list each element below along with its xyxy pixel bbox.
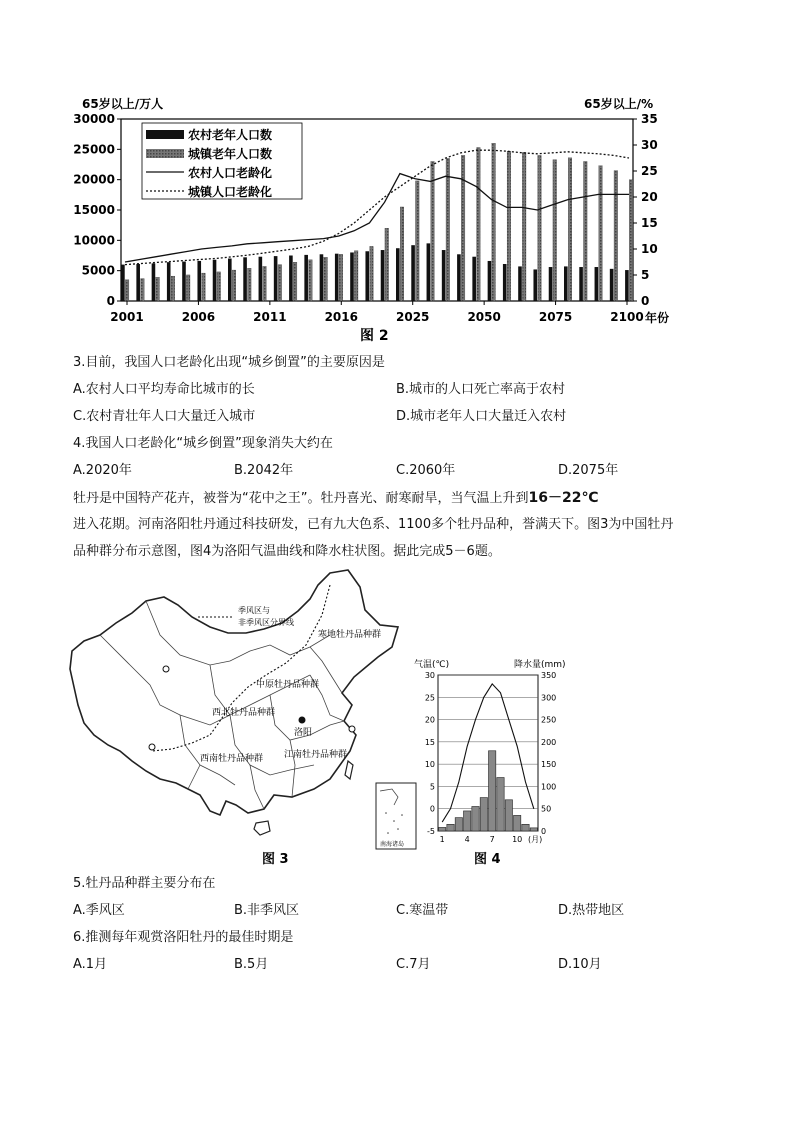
- q3-option-d[interactable]: D.城市老年人口大量迁入农村: [396, 409, 567, 424]
- left-tick-label: 15000: [73, 203, 115, 217]
- legend-urban-count-swatch: [146, 149, 184, 158]
- x-tick-label: 2100: [610, 310, 644, 324]
- urban-count-bar: [217, 272, 221, 301]
- precip-bar: [455, 818, 462, 831]
- q3-option-a[interactable]: A.农村人口平均寿命比城市的长: [73, 382, 255, 397]
- urban-count-bar: [599, 166, 603, 301]
- precip-bar: [439, 827, 446, 831]
- fig3-inset-label: 南海诸岛: [380, 841, 405, 848]
- rural-count-bar: [625, 270, 629, 301]
- q5-option-d[interactable]: D.热带地区: [558, 903, 625, 918]
- urban-count-bar: [507, 151, 511, 301]
- fig4-precip-tick: 250: [541, 715, 557, 725]
- urban-count-bar: [141, 279, 145, 301]
- rural-count-bar: [350, 252, 354, 301]
- group-hanjin: 寒地牡丹品种群: [318, 630, 382, 640]
- fig4-temp-title: 气温(℃): [414, 660, 450, 670]
- right-tick-label: 0: [641, 294, 650, 308]
- right-tick-label: 15: [641, 216, 658, 230]
- rural-count-bar: [197, 261, 201, 301]
- figure-2: [0, 0, 794, 345]
- urban-count-bar: [538, 155, 542, 301]
- x-tick-label: 2006: [181, 310, 216, 324]
- fig2-caption: 图 2: [360, 328, 389, 344]
- rural-count-bar: [213, 260, 217, 301]
- urban-count-bar: [492, 143, 496, 301]
- rural-count-bar: [381, 250, 385, 301]
- city-marker-3: [349, 726, 355, 732]
- precip-bar: [447, 824, 454, 831]
- x-tick-label: 2075: [538, 310, 573, 324]
- left-tick-label: 10000: [73, 233, 115, 248]
- fig2-left-axis-title: 65岁以上/万人: [82, 97, 164, 111]
- rural-count-bar: [228, 259, 232, 301]
- passage-line-3: 品种群分布示意图，图4为洛阳气温曲线和降水柱状图。据此完成5－6题。: [73, 544, 501, 559]
- fig4-caption: 图 4: [474, 852, 501, 867]
- fig3-caption: 图 3: [262, 852, 289, 867]
- rural-count-bar: [442, 250, 446, 301]
- city-marker-2: [163, 666, 169, 672]
- legend-urban-aging: 城镇人口老龄化: [188, 185, 273, 199]
- fig4-temp-tick: -5: [427, 827, 435, 836]
- fig4-frame: [438, 675, 538, 831]
- rural-count-bar: [320, 254, 324, 301]
- fig4-month-tick: 7: [489, 835, 495, 844]
- urban-count-bar: [431, 161, 435, 301]
- rural-count-bar: [274, 256, 278, 301]
- right-tick-label: 20: [641, 190, 658, 204]
- urban-count-bar: [278, 265, 282, 301]
- luoyang-label: 洛阳: [294, 728, 313, 738]
- luoyang-marker: [299, 717, 306, 724]
- taiwan-island: [345, 761, 353, 779]
- fig4-month-tick: 10: [512, 835, 523, 844]
- q6-option-b[interactable]: B.5月: [234, 957, 269, 972]
- q5-option-a[interactable]: A.季风区: [73, 903, 125, 918]
- urban-count-bar: [614, 171, 618, 301]
- x-tick-label: 2025: [396, 310, 430, 324]
- x-tick-label: 2001: [110, 310, 144, 324]
- fig2-x-unit: 年份: [645, 311, 670, 325]
- rural-count-bar: [549, 267, 553, 301]
- right-tick-label: 5: [641, 268, 650, 282]
- legend-rural-count-swatch: [146, 130, 184, 139]
- urban-count-bar: [232, 270, 236, 301]
- urban-count-bar: [186, 275, 190, 301]
- left-tick-label: 20000: [73, 172, 115, 187]
- fig4-precip-tick: 0: [541, 827, 547, 836]
- legend-urban-count: 城镇老年人口数: [188, 147, 273, 161]
- rural-count-bar: [243, 257, 247, 301]
- fig4-temp-tick: 5: [429, 782, 435, 792]
- urban-count-bar: [354, 251, 358, 301]
- fig4-temp-tick: 25: [424, 693, 435, 703]
- q3-stem: 3.目前，我国人口老龄化出现“城乡倒置”的主要原因是: [73, 355, 385, 370]
- q4-stem: 4.我国人口老龄化“城乡倒置”现象消失大约在: [73, 436, 333, 451]
- urban-count-bar: [156, 277, 160, 301]
- q3-option-b[interactable]: B.城市的人口死亡率高于农村: [396, 382, 566, 397]
- rural-count-bar: [136, 264, 140, 301]
- rural-count-bar: [518, 266, 522, 301]
- q4-option-c[interactable]: C.2060年: [396, 463, 456, 478]
- left-tick-label: 5000: [81, 263, 115, 278]
- legend-rural-count: 农村老年人口数: [188, 128, 273, 142]
- temp-curve: [442, 684, 534, 822]
- hainan-island: [254, 821, 270, 835]
- fig4-precip-tick: 100: [541, 782, 557, 792]
- rural-count-bar: [152, 263, 156, 301]
- fig4-precip-tick: 350: [541, 671, 557, 680]
- urban-count-bar: [385, 228, 389, 301]
- q5-option-b[interactable]: B.非季风区: [234, 903, 300, 918]
- urban-count-bar: [553, 160, 557, 301]
- urban-count-bar: [461, 155, 465, 301]
- rural-count-bar: [579, 267, 583, 301]
- fig3-legend-line1: 季风区与: [238, 606, 270, 615]
- urban-count-bar: [339, 254, 343, 301]
- precip-bar: [505, 800, 512, 831]
- urban-count-bar: [446, 158, 450, 301]
- passage-line-1: [73, 489, 598, 508]
- group-zhongyuan: 中原牡丹品种群: [256, 680, 320, 690]
- q4-option-a[interactable]: A.2020年: [73, 463, 132, 478]
- fig4-precip-tick: 200: [541, 737, 557, 747]
- rural-count-bar: [121, 265, 125, 301]
- rural-count-bar: [488, 261, 492, 301]
- urban-count-bar: [415, 181, 419, 301]
- rural-count-bar: [259, 257, 263, 301]
- q5-option-c[interactable]: C.寒温带: [396, 903, 449, 918]
- urban-count-bar: [629, 180, 633, 301]
- rural-count-bar: [457, 254, 461, 301]
- urban-count-bar: [522, 152, 526, 301]
- group-xibei: 西北牡丹品种群: [212, 708, 276, 718]
- right-tick-label: 35: [641, 112, 658, 126]
- passage-temp-range: 16－22℃: [528, 490, 599, 506]
- right-tick-label: 30: [641, 138, 658, 152]
- urban-count-bar: [400, 207, 404, 301]
- group-jiangnan: 江南牡丹品种群: [284, 750, 348, 760]
- fig4-precip-tick: 300: [541, 693, 557, 703]
- x-tick-label: 2016: [324, 310, 358, 324]
- left-tick-label: 0: [106, 294, 115, 308]
- urban-count-bar: [583, 161, 587, 301]
- fig4-temp-tick: 0: [429, 804, 435, 814]
- rural-count-bar: [472, 257, 476, 301]
- urban-count-bar: [370, 246, 374, 301]
- x-tick-label: 2050: [467, 310, 501, 324]
- figure-4: [410, 655, 580, 870]
- q4-option-d[interactable]: D.2075年: [558, 463, 619, 478]
- fig4-month-tick: 1: [439, 835, 445, 844]
- figure-3: [60, 565, 430, 870]
- rural-count-bar: [610, 269, 614, 301]
- urban-count-bar: [202, 273, 206, 301]
- q6-option-a[interactable]: A.1月: [73, 957, 108, 972]
- urban-count-bar: [477, 148, 481, 301]
- city-marker-1: [149, 744, 155, 750]
- rural-count-bar: [289, 256, 293, 302]
- precip-bar: [530, 828, 537, 831]
- precip-bar: [480, 798, 487, 831]
- fig4-temp-tick: 15: [424, 737, 435, 747]
- urban-count-bar: [263, 266, 267, 301]
- q6-option-d[interactable]: D.10月: [558, 957, 602, 972]
- rural-count-bar: [167, 262, 171, 301]
- rural-count-bar: [595, 267, 599, 301]
- rural-count-bar: [503, 264, 507, 301]
- x-tick-label: 2011: [253, 310, 287, 324]
- rural-count-bar: [411, 245, 415, 301]
- fig4-temp-tick: 10: [424, 760, 435, 770]
- fig4-temp-tick: 20: [424, 715, 435, 725]
- precip-bar: [472, 806, 479, 831]
- fig4-temp-tick: 30: [424, 671, 435, 680]
- q4-option-b[interactable]: B.2042年: [234, 463, 294, 478]
- rural-count-bar: [182, 262, 186, 301]
- left-tick-label: 25000: [73, 142, 115, 157]
- q6-stem: 6.推测每年观赏洛阳牡丹的最佳时期是: [73, 930, 294, 945]
- rural-count-bar: [335, 254, 339, 301]
- precip-bar: [497, 778, 504, 831]
- rural-count-bar: [304, 255, 308, 301]
- fig4-precip-tick: 150: [541, 760, 557, 770]
- passage-line-2: 进入花期。河南洛阳牡丹通过科技研发，已有九大色系、1100多个牡丹品种，誉满天下。图3为中国牡丹: [73, 517, 674, 532]
- q3-option-c[interactable]: C.农村青壮年人口大量迁入城市: [73, 409, 256, 424]
- fig4-month-tick: 4: [464, 835, 470, 844]
- precip-bar: [514, 815, 521, 831]
- urban-count-bar: [324, 257, 328, 301]
- left-tick-label: 30000: [73, 112, 115, 126]
- right-tick-label: 25: [641, 164, 658, 178]
- q5-stem: 5.牡丹品种群主要分布在: [73, 876, 216, 891]
- rural-count-bar: [533, 269, 537, 301]
- precip-bar: [464, 811, 471, 831]
- fig4-chart: [410, 655, 580, 870]
- q6-option-c[interactable]: C.7月: [396, 957, 431, 972]
- fig3-map: [60, 565, 430, 870]
- right-tick-label: 10: [641, 242, 658, 256]
- rural-count-bar: [396, 248, 400, 301]
- passage-line-1-text: 牡丹是中国特产花卉，被誉为“花中之王”。牡丹喜光、耐寒耐旱，当气温上升到: [73, 491, 529, 506]
- fig4-precip-title: 降水量(mm): [514, 660, 566, 670]
- precip-bar: [489, 751, 496, 831]
- fig4-month-unit: (月): [528, 835, 543, 844]
- urban-count-bar: [309, 260, 313, 301]
- fig2-chart: [0, 0, 794, 345]
- group-xinan: 西南牡丹品种群: [200, 754, 264, 764]
- urban-count-bar: [171, 276, 175, 301]
- urban-count-bar: [568, 158, 572, 301]
- fig4-precip-tick: 50: [541, 804, 552, 814]
- fig2-right-axis-title: 65岁以上/%: [584, 97, 654, 111]
- urban-count-bar: [293, 262, 297, 301]
- rural-count-bar: [564, 266, 568, 301]
- fig3-legend-line2: 非季风区分界线: [238, 618, 294, 627]
- legend-rural-aging: 农村人口老龄化: [188, 166, 273, 180]
- urban-count-bar: [247, 268, 251, 301]
- precip-bar: [522, 824, 529, 831]
- rural-count-bar: [427, 243, 431, 301]
- rural-count-bar: [365, 251, 369, 301]
- urban-count-bar: [125, 280, 129, 301]
- fig2-legend: [142, 123, 302, 199]
